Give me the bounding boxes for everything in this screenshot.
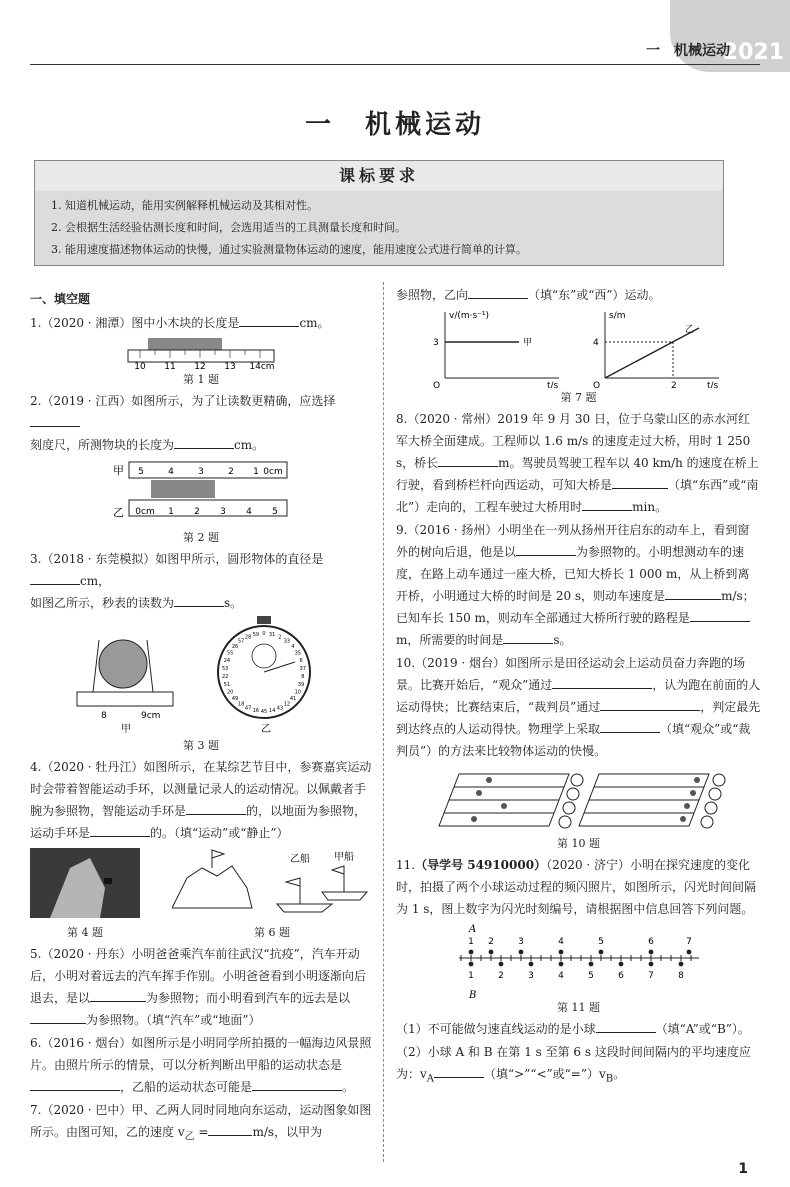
clock-icon — [713, 774, 725, 786]
q4-q6-figures — [30, 848, 372, 943]
q4-text-2: 的，以地面为参照物，运动手环是 — [30, 804, 367, 840]
flash-number-b: 8 — [677, 971, 684, 981]
runner-icon — [694, 777, 700, 783]
g2-time: 2 — [670, 381, 677, 388]
dial-number: 53 — [222, 665, 229, 672]
stopwatch-crown — [257, 616, 271, 624]
q10-blank-3[interactable] — [600, 719, 660, 733]
figure-label-yi: 乙 — [261, 724, 271, 735]
dial-number: 33 — [283, 638, 291, 645]
ball-b-label: B — [468, 990, 476, 998]
dial-number: 35 — [294, 650, 301, 657]
flash-number-a: 2 — [487, 937, 494, 947]
ball-a-label: A — [468, 924, 476, 935]
question-5 — [30, 943, 372, 1031]
q11-sub-b: B — [605, 1073, 614, 1085]
ruler-tick-label: 12 — [194, 362, 206, 370]
dial-number: 18 — [237, 701, 245, 708]
dial-number: 41 — [289, 696, 297, 703]
g2-y-label: s/m — [608, 311, 625, 321]
q6-text-3: 。 — [342, 1080, 355, 1094]
standards-list — [35, 191, 723, 265]
figure-caption: 第 7 题 — [560, 391, 597, 404]
q3-blank-2[interactable] — [174, 593, 224, 607]
q1-text: 1.（2020 · 湘潭）图中小木块的长度是 — [30, 316, 240, 330]
dial-number: 22 — [222, 674, 229, 681]
column-divider — [383, 282, 384, 1162]
q3-text-2: 如图乙所示，秒表的读数为 — [30, 596, 175, 610]
q7-blank-2[interactable] — [468, 285, 528, 299]
q7-blank-1[interactable] — [208, 1122, 252, 1136]
flash-number-a: 1 — [467, 937, 474, 947]
q3-blank-1[interactable] — [30, 571, 80, 585]
ruler-tick-label: 13 — [224, 362, 236, 370]
q7-text-2: m/s，以甲为 — [252, 1125, 323, 1139]
dial-number: 47 — [244, 705, 252, 712]
ruler-tick-label: 5 — [272, 507, 278, 517]
figure-caption: 第 1 题 — [183, 373, 219, 386]
question-7-cont — [396, 284, 761, 306]
triangle-square — [147, 640, 153, 692]
dial-number: 37 — [299, 665, 306, 672]
q5-text: 5.（2020 · 丹东）小明爸爸乘汽车前往武汉“抗疫”，汽车开动后，小明对着远去的汽车挥手作别。小明爸爸看到小明逐渐向后退去，是以 — [30, 947, 367, 1005]
q8-text: 8.（2020 · 常州）2019 年 9 月 30 日，位于乌蒙山区的赤水河红军大桥全面建成。工程师以 1.6 m/s 的速度走过大桥，用时 1 250 s，桥长 — [396, 412, 751, 470]
q10-blank-1[interactable] — [552, 675, 652, 689]
q9-blank-2[interactable] — [665, 586, 721, 600]
runner-photo — [30, 848, 140, 918]
dial-number: 55 — [227, 650, 234, 657]
flash-number-a: 5 — [597, 937, 604, 947]
q3-figure — [71, 616, 331, 736]
q11-text: （2020 · 济宁）小明在探究速度的变化时，拍摄了两个小球运动过程的频闪照片，如图所示，闪光时间间隔为 1 s，图上数字为闪光时刻编号，请根据图中信息回答下列问题。 — [396, 858, 757, 916]
q8-blank-3[interactable] — [582, 497, 632, 511]
ruler-tick-label: 0cm — [263, 467, 283, 477]
right-column — [396, 282, 761, 1091]
g2-x-label: t/s — [706, 381, 718, 388]
q6-text-2: ，乙船的运动状态可能是 — [120, 1080, 253, 1094]
ruler-body — [128, 350, 274, 362]
ruler-tick-label: 4 — [168, 467, 174, 477]
standard-item: 2. 会根据生活经验估测长度和时间，会选用适当的工具测量长度和时间。 — [51, 221, 406, 234]
runner-icon — [471, 816, 477, 822]
standard-item: 3. 能用速度描述物体运动的快慢，通过实验测量物体运动的速度，能用速度公式进行简单的计算。 — [51, 243, 527, 256]
question-7 — [30, 1099, 372, 1148]
q10-figure — [429, 764, 729, 834]
question-10 — [396, 652, 761, 762]
q2-blank-1[interactable] — [30, 413, 80, 427]
q11-s1-text-2: （填“A”或“B”）。 — [655, 1022, 750, 1036]
figure-caption: 第 6 题 — [254, 926, 290, 939]
question-2 — [30, 390, 372, 456]
dial-number: 12 — [283, 701, 291, 708]
q3-unit-1: cm， — [80, 574, 111, 588]
ruler-label-jia: 甲 — [113, 464, 124, 477]
flash-number-a: 3 — [517, 937, 524, 947]
q7-subscript: 乙 — [184, 1131, 195, 1143]
q5-text-2: 为参照物；而小明看到汽车的远去是以 — [146, 991, 351, 1005]
ruler-tick-label: 2 — [194, 507, 200, 517]
dial-number: 43 — [276, 705, 284, 712]
block — [151, 480, 215, 498]
dial-number: 8 — [301, 674, 305, 681]
dial-number: 10 — [294, 689, 301, 696]
dial-number: 51 — [223, 682, 231, 689]
dial-number: 49 — [231, 696, 239, 703]
q11-blank-1[interactable] — [596, 1019, 656, 1033]
q10-text: 10.（2019 · 烟台）如图所示是田径运动会上运动员奋力奔跑的场景。比赛开始后，“观众”通过 — [396, 656, 746, 692]
ruler-tick-label: 3 — [198, 467, 204, 477]
q8-blank-2[interactable] — [612, 475, 668, 489]
figure-caption: 第 3 题 — [183, 739, 219, 752]
question-8 — [396, 408, 761, 518]
q8-text-2: m。驾驶员驾驶工程车以 40 km/h 的速度在桥上行驶，看到桥栏杆向西运动，可知大桥是 — [396, 456, 759, 492]
q4-text-3: 的。（填“运动”或“静止”） — [150, 826, 289, 840]
ruler-tick-label: 2 — [228, 467, 234, 477]
q11-subquestion-2 — [396, 1041, 761, 1090]
figure-caption: 第 11 题 — [557, 1001, 600, 1014]
flash-number-a: 6 — [647, 937, 654, 947]
g1-value: 3 — [432, 338, 439, 348]
q3-text: 3.（2018 · 东莞模拟）如图甲所示，圆形物体的直径是 — [30, 552, 324, 566]
q2-blank-2[interactable] — [174, 435, 234, 449]
ruler-tick-label: 3 — [220, 507, 226, 517]
ruler-tick-label: 1 — [253, 467, 259, 477]
q6-blank-2[interactable] — [252, 1077, 342, 1091]
runner-icon — [501, 803, 507, 809]
q4-blank-2[interactable] — [90, 823, 150, 837]
running-header: 一 机械运动 — [646, 43, 730, 59]
q9-blank-4[interactable] — [503, 630, 553, 644]
dial-number: 14 — [268, 708, 276, 715]
q11-number: 11. — [396, 858, 416, 872]
dial-number: 45 — [260, 709, 268, 715]
q9-blank-1[interactable] — [516, 542, 576, 556]
q11-tag: （导学号 54910000） — [415, 858, 547, 872]
section-title: 一、填空题 — [30, 292, 91, 306]
ruler-tick-label: 5 — [138, 467, 144, 477]
flash-number-b: 2 — [497, 971, 504, 981]
flash-number-a: 7 — [685, 937, 692, 947]
q11-s2-text: （2）小球 A 和 B 在第 1 s 至第 6 s 这段时间间隔内的平均速度应为：v — [396, 1045, 751, 1081]
q10-text-2: ，认为跑在前面的人运动得快；比赛结束后，“裁判员”通过 — [396, 678, 761, 714]
flash-number-b: 3 — [527, 971, 534, 981]
runner-icon — [486, 777, 492, 783]
q5-text-3: 为参照物。（填“汽车”或“地面”） — [86, 1013, 261, 1027]
q8-text-4: min。 — [632, 500, 668, 514]
question-1 — [30, 312, 372, 334]
q2-text: 2.（2019 · 江西）如图所示，为了让读数更精确，应选择 — [30, 394, 336, 408]
q9-text-4: m，所需要的时间是 — [396, 633, 504, 647]
ruler-tick-label: 9cm — [141, 711, 161, 721]
flash-number-b: 6 — [617, 971, 624, 981]
clock-icon — [559, 816, 571, 828]
q10-text-3: ，判定最先到达终点的人运动得快。物理学上采取 — [396, 700, 761, 736]
g1-series-label: 甲 — [522, 338, 532, 348]
flash-number-a: 4 — [557, 937, 564, 947]
q2-text-2: 刻度尺，所测物块的长度为 — [30, 438, 175, 452]
figure-caption: 第 2 题 — [183, 531, 219, 544]
question-6 — [30, 1032, 372, 1098]
q7-text-3: 参照物，乙向 — [396, 288, 469, 302]
dial-number: 0 — [262, 631, 266, 637]
q9-text-3: m/s；已知车长 150 m，则动车全部通过大桥所行驶的路程是 — [396, 589, 755, 625]
q11-s2-text-2: （填“>”“<”或“=”）v — [484, 1067, 606, 1081]
flash-number-b: 1 — [467, 971, 474, 981]
question-3 — [30, 548, 372, 614]
q7-text: 7.（2020 · 巴中）甲、乙两人同时同地向东运动，运动图象如图所示。由图可知，乙的速度 v — [30, 1103, 372, 1139]
dial-number: 16 — [252, 708, 260, 715]
q1-ruler-figure — [126, 336, 276, 370]
clock-icon — [563, 802, 575, 814]
runner-icon — [690, 790, 696, 796]
q3-unit-2: s。 — [224, 596, 243, 610]
clock-icon — [567, 788, 579, 800]
dial-number: 59 — [252, 631, 260, 638]
q5-blank-2[interactable] — [30, 1010, 86, 1024]
q1-blank[interactable] — [239, 313, 299, 327]
q4-blank-1[interactable] — [186, 801, 246, 815]
question-9 — [396, 519, 761, 651]
g1-origin: O — [432, 381, 440, 388]
runner-icon — [680, 816, 686, 822]
q4-figure — [30, 848, 140, 943]
ruler-tick-label: 14cm — [249, 362, 275, 370]
q8-blank-1[interactable] — [438, 453, 498, 467]
q6-figure — [172, 848, 372, 943]
round-object — [99, 640, 147, 688]
q7-eq: = — [194, 1125, 209, 1139]
dial-number: 26 — [231, 643, 239, 650]
question-4 — [30, 756, 372, 844]
seaside-photo — [172, 848, 372, 918]
wood-block — [148, 338, 222, 350]
g1-x-label: t/s — [546, 381, 558, 388]
header-rule — [30, 64, 760, 65]
line-yi — [605, 328, 699, 378]
q11-strobe-figure — [449, 922, 709, 998]
dial-number: 20 — [227, 689, 234, 696]
q11-sub-a: A — [426, 1073, 435, 1085]
q6-blank-1[interactable] — [30, 1077, 120, 1091]
q9-text: 9.（2016 · 扬州）小明坐在一列从扬州开往启东的动车上，看到窗外的树向后退，他是以 — [396, 523, 750, 559]
flash-number-b: 7 — [647, 971, 654, 981]
curriculum-standards-box — [34, 160, 724, 266]
q5-blank-1[interactable] — [90, 988, 146, 1002]
g2-series-label: 乙 — [684, 325, 694, 335]
q9-blank-3[interactable] — [690, 608, 750, 622]
standards-title: 课标要求 — [338, 166, 419, 185]
ruler-tick-label: 10 — [134, 362, 146, 370]
q2-unit: cm。 — [234, 438, 265, 452]
dial-number: 2 — [278, 634, 282, 641]
triangle-square — [93, 640, 99, 692]
flash-number-b: 5 — [587, 971, 594, 981]
standard-item: 1. 知道机械运动，能用实例解释机械运动及其相对性。 — [51, 199, 318, 212]
ship-a-label: 甲船 — [334, 852, 354, 863]
dial-number: 6 — [299, 657, 303, 664]
ship-b-label: 乙船 — [290, 854, 310, 865]
q7-text-4: （填“东”或“西”）运动。 — [528, 288, 661, 302]
q9-text-5: s。 — [553, 633, 572, 647]
q10-text-4: （填“观众”或“裁判员”）的方法来比较物体运动的快慢。 — [396, 722, 751, 758]
ruler — [77, 692, 173, 706]
clock-icon — [701, 816, 713, 828]
runner-icon — [684, 803, 690, 809]
g1-y-label: v/(m·s⁻¹) — [448, 311, 489, 321]
clock-icon — [571, 774, 583, 786]
ruler-tick-label: 11 — [164, 362, 176, 370]
ruler-tick-label: 0cm — [135, 507, 155, 517]
left-column — [30, 282, 372, 1149]
q8-text-3: （填“东西”或“南北”）走向的，工程车驶过大桥用时 — [396, 478, 759, 514]
runner-icon — [476, 790, 482, 796]
ruler-tick-label: 8 — [101, 711, 107, 721]
g2-origin: O — [592, 381, 600, 388]
q9-text-2: 为参照物的。小明想测动车的速度，在路上动车通过一座大桥，已知大桥长 1 000 m，从上桥到离开桥，小明通过大桥的时间是 20 s，则动车速度是 — [396, 545, 750, 603]
dial-number: 57 — [237, 638, 245, 645]
q11-subquestion-1 — [396, 1018, 761, 1040]
clock-icon — [705, 802, 717, 814]
figure-caption: 第 4 题 — [67, 926, 103, 939]
g2-value: 4 — [592, 338, 599, 348]
figure-label-jia: 甲 — [121, 724, 131, 735]
dial-number: 24 — [223, 657, 231, 664]
flash-number-b: 4 — [557, 971, 564, 981]
q11-blank-2[interactable] — [434, 1064, 484, 1078]
ruler-label-yi: 乙 — [113, 506, 124, 519]
q6-text: 6.（2016 · 烟台）如图所示是小明同学所拍摄的一幅海边风景照片。由照片所示的情景，可以分析判断出甲船的运动状态是 — [30, 1036, 372, 1072]
q11-s2-text-3: 。 — [613, 1067, 626, 1081]
ruler-tick-label: 4 — [246, 507, 252, 517]
q11-s1-text: （1）不可能做匀速直线运动的是小球 — [396, 1022, 596, 1036]
chapter-title: 一 机械运动 — [304, 110, 485, 140]
q10-blank-2[interactable] — [600, 697, 700, 711]
figure-caption: 第 10 题 — [557, 837, 600, 850]
q7-graphs — [429, 308, 729, 388]
ruler-tick-label: 1 — [168, 507, 174, 517]
dial-number: 31 — [268, 631, 276, 638]
q4-text: 4.（2020 · 牡丹江）如图所示，在某综艺节目中，参赛嘉宾运动时会带着智能运动手环，以测量记录人的运动情况。以佩戴者手腕为参照物，智能运动手环是 — [30, 760, 372, 818]
dial-number: 28 — [244, 634, 252, 641]
clock-icon — [709, 788, 721, 800]
dial-number: 39 — [297, 682, 305, 689]
q2-rulers-figure — [111, 458, 291, 528]
edition-badge: 2021 — [670, 0, 790, 72]
dial-number: 4 — [291, 643, 295, 650]
question-11 — [396, 854, 761, 920]
q1-unit: cm。 — [299, 316, 330, 330]
page-number: 1 — [738, 1161, 748, 1177]
